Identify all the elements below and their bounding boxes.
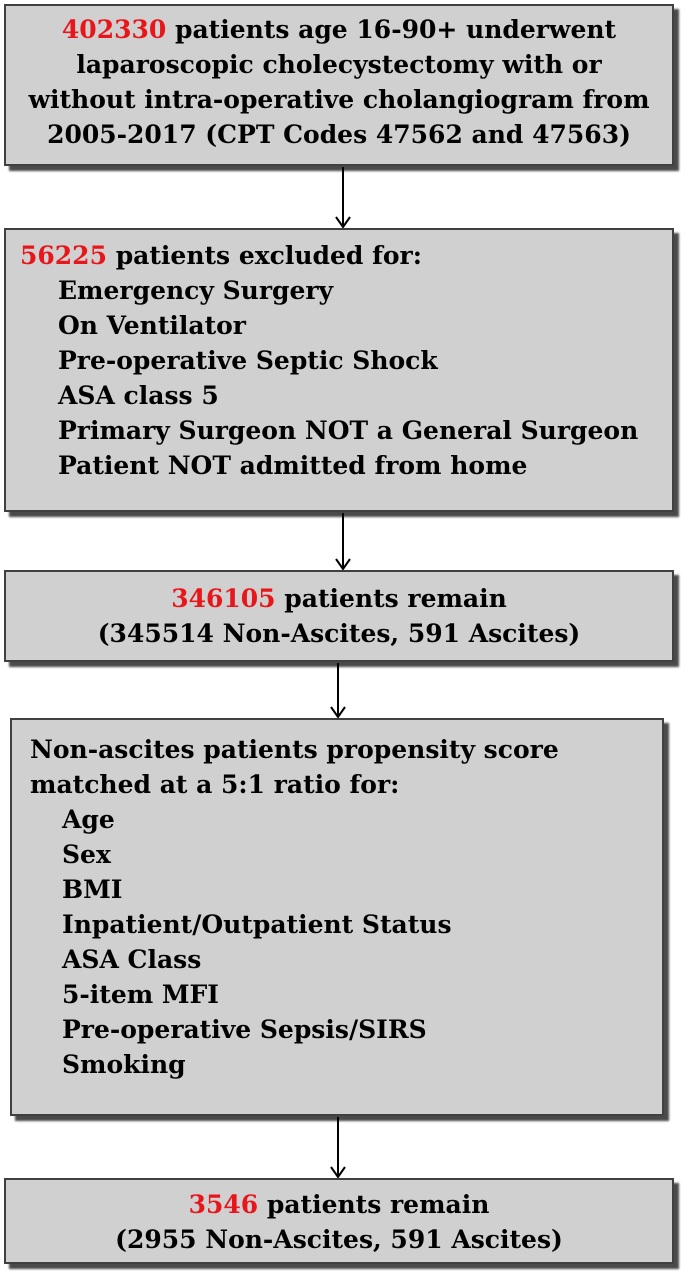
box2-header	[20, 238, 672, 273]
box-remaining-1	[4, 570, 674, 662]
box3-count: 346105	[171, 584, 276, 613]
arrow-2	[333, 513, 353, 571]
box-exclusions	[4, 228, 674, 512]
box4-item: 5-item MFI	[62, 980, 219, 1009]
box1-count: 402330	[61, 15, 167, 44]
box2-item: On Ventilator	[58, 311, 246, 340]
box2-item: Pre-operative Septic Shock	[58, 346, 438, 375]
box4-header-2: matched at a 5:1 ratio for:	[30, 770, 400, 799]
box4-item: ASA Class	[62, 945, 202, 974]
box3-line-2: (345514 Non-Ascites, 591 Ascites)	[97, 619, 581, 648]
box1-line-4: 2005-2017 (CPT Codes 47562 and 47563)	[47, 120, 631, 149]
box2-header-text: patients excluded for:	[106, 241, 422, 270]
box1-line-1	[6, 12, 672, 47]
box-propensity-matching	[10, 718, 664, 1116]
box4-item: Inpatient/Outpatient Status	[62, 910, 452, 939]
box4-header-1: Non-ascites patients propensity score	[30, 735, 559, 764]
box1-text-1: patients age 16-90+ underwent	[166, 15, 617, 44]
box4-item: Age	[62, 805, 115, 834]
arrow-3	[328, 663, 348, 719]
box2-item: ASA class 5	[58, 381, 219, 410]
box5-count: 3546	[188, 1190, 259, 1219]
box2-item: Emergency Surgery	[58, 276, 334, 305]
box5-text-1: patients remain	[258, 1190, 490, 1219]
box4-item: BMI	[62, 875, 123, 904]
box1-line-2: laparoscopic cholecystectomy with or	[76, 50, 602, 79]
arrow-1	[333, 167, 353, 229]
box2-item: Patient NOT admitted from home	[58, 451, 528, 480]
box-initial-cohort	[4, 4, 674, 166]
box4-item: Sex	[62, 840, 111, 869]
box2-item: Primary Surgeon NOT a General Surgeon	[58, 416, 639, 445]
box4-item: Smoking	[62, 1050, 186, 1079]
box3-text-1: patients remain	[275, 584, 507, 613]
box-final-cohort	[4, 1178, 674, 1264]
arrow-4	[328, 1117, 348, 1179]
box5-line-2: (2955 Non-Ascites, 591 Ascites)	[115, 1225, 563, 1254]
box1-line-3: without intra-operative cholangiogram from	[28, 85, 650, 114]
box3-line-1	[6, 581, 672, 616]
box5-line-1	[6, 1187, 672, 1222]
box2-count: 56225	[20, 241, 107, 270]
box4-item: Pre-operative Sepsis/SIRS	[62, 1015, 427, 1044]
